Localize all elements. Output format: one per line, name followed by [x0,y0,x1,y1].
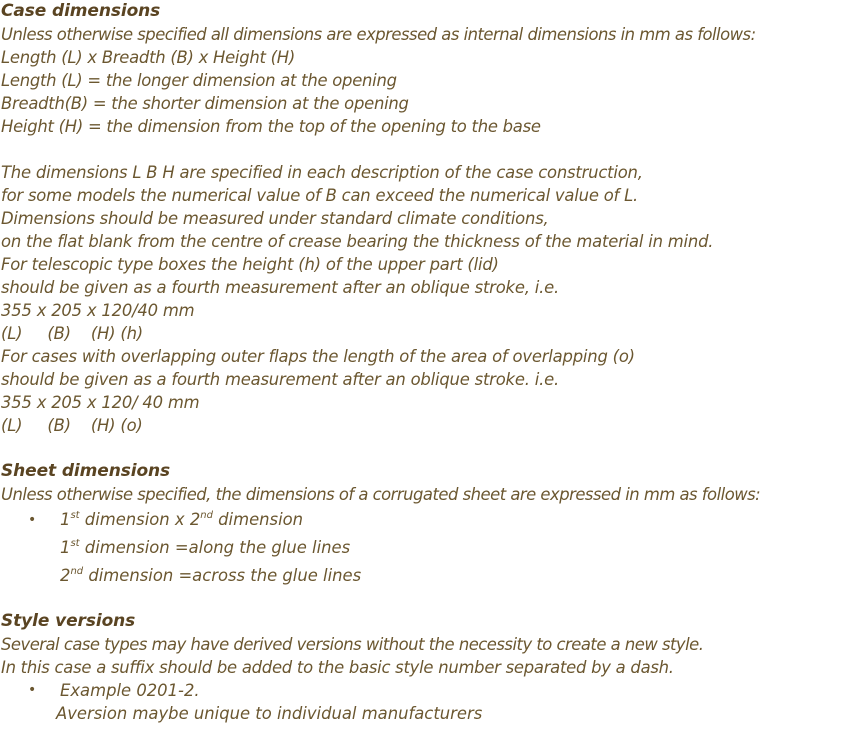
bullet-icon: • [28,512,37,528]
example-measurement: 355 x 205 x 120/40 mm [1,301,195,320]
spacer [1,138,853,161]
paragraph-line: for some models the numerical value of B can exceed the numerical value of L. [1,186,639,205]
breadth-definition: Breadth(B) = the shorter dimension at the opening [1,94,409,113]
list-item [1,562,853,590]
sheet-dimensions-intro: Unless otherwise specified, the dimensions of a corrugated sheet are expressed in mm as follows: [1,485,761,504]
list-item-text: 1st dimension =along the glue lines [60,537,351,557]
paragraph-line: Dimensions should be measured under standard climate conditions, [1,209,549,228]
list-item-text: 2nd dimension =across the glue lines [60,565,362,585]
spacer [1,590,853,610]
spacer [1,437,853,460]
paragraph-line: on the flat blank from the centre of crease bearing the thickness of the material in mind. [1,232,714,251]
paragraph-line: should be given as a fourth measurement after an oblique stroke. i.e. [1,370,559,389]
style-versions-heading: Style versions [1,611,136,631]
sheet-dimensions-heading: Sheet dimensions [1,461,171,481]
style-versions-line: Several case types may have derived versions without the necessity to create a new style. [1,635,704,654]
style-versions-list [1,679,853,725]
example-measurement: 355 x 205 x 120/ 40 mm [1,393,200,412]
case-dimensions-formula: Length (L) x Breadth (B) x Height (H) [1,48,296,67]
case-dimensions-paragraph [1,161,853,437]
document-body [1,0,853,725]
paragraph-line: For cases with overlapping outer flaps the length of the area of overlapping (o) [1,347,635,366]
paragraph-line: The dimensions L B H are specified in each description of the case construction, [1,163,643,182]
length-definition: Length (L) = the longer dimension at the opening [1,71,397,90]
list-item-note: Aversion maybe unique to individual manufacturers [56,704,483,723]
paragraph-line: should be given as a fourth measurement after an oblique stroke, i.e. [1,278,559,297]
list-item [1,702,853,725]
paragraph-line: For telescopic type boxes the height (h) of the upper part (lid) [1,255,499,274]
case-dimensions-intro: Unless otherwise specified all dimensions are expressed as internal dimensions in mm as follows: [1,25,756,44]
bullet-icon: • [28,682,37,698]
case-dimensions-heading: Case dimensions [1,1,161,21]
style-versions-line: In this case a suffix should be added to the basic style number separated by a dash. [1,658,674,677]
list-item [1,679,853,702]
list-item [1,534,853,562]
sheet-dimensions-list [1,506,853,590]
list-item-text: 1st dimension x 2nd dimension [60,509,304,529]
height-definition: Height (H) = the dimension from the top of the opening to the base [1,117,541,136]
list-item [1,506,853,534]
example-measurement-labels: (L) (B) (H) (h) [1,324,143,343]
example-measurement-labels: (L) (B) (H) (o) [1,416,143,435]
list-item-text: Example 0201-2. [60,681,200,700]
